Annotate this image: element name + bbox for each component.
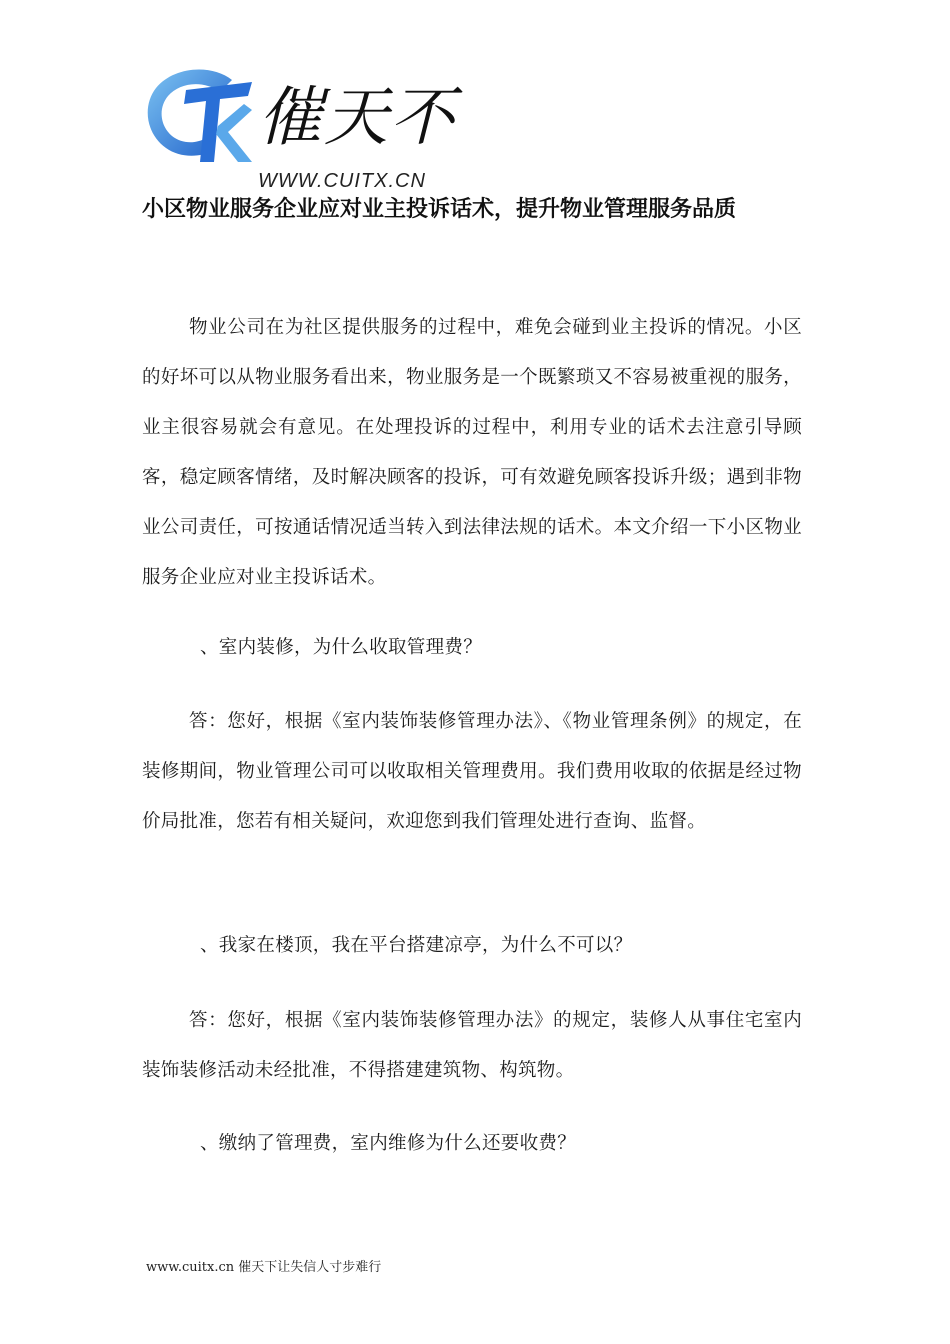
logo-url: WWW.CUITX.CN <box>258 170 426 192</box>
logo-name: 催天不 <box>258 81 456 155</box>
question-1: 、室内装修，为什么收取管理费？ <box>200 637 483 658</box>
question-3: 、缴纳了管理费，室内维修为什么还要收费？ <box>200 1133 577 1154</box>
answer-1: 答：您好，根据《室内装饰装修管理办法》、《物业管理条例》的规定，在装修期间，物业管理公司可以收取相关管理费用。我们费用收取的依据是经过物价局批准，您若有相关疑问，欢迎您到我们管理处进行查询、监督。 <box>142 711 802 832</box>
footer-text: www.cuitx.cn 催天下让失信人寸步难行 <box>146 1260 382 1275</box>
document-title: 小区物业服务企业应对业主投诉话术，提升物业管理服务品质 <box>142 197 737 222</box>
answer-2: 答：您好，根据《室内装饰装修管理办法》的规定，装修人从事住宅室内装饰装修活动未经批准，不得搭建建筑物、构筑物。 <box>142 1010 802 1081</box>
company-logo <box>140 62 480 194</box>
question-2: 、我家在楼顶，我在平台搭建凉亭，为什么不可以？ <box>200 935 633 956</box>
cuitx-logo-icon <box>140 62 258 172</box>
intro-paragraph: 物业公司在为社区提供服务的过程中，难免会碰到业主投诉的情况。小区的好坏可以从物业服务看出来，物业服务是一个既繁琐又不容易被重视的服务，业主很容易就会有意见。在处理投诉的过程中，利用专业的话术去注意引导顾客，稳定顾客情绪，及时解决顾客的投诉，可有效避免顾客投诉升级；遇到非物业公司责任，可按通话情况适当转入到法律法规的话术。本文介绍一下小区物业服务企业应对业主投诉话术。 <box>142 317 802 588</box>
